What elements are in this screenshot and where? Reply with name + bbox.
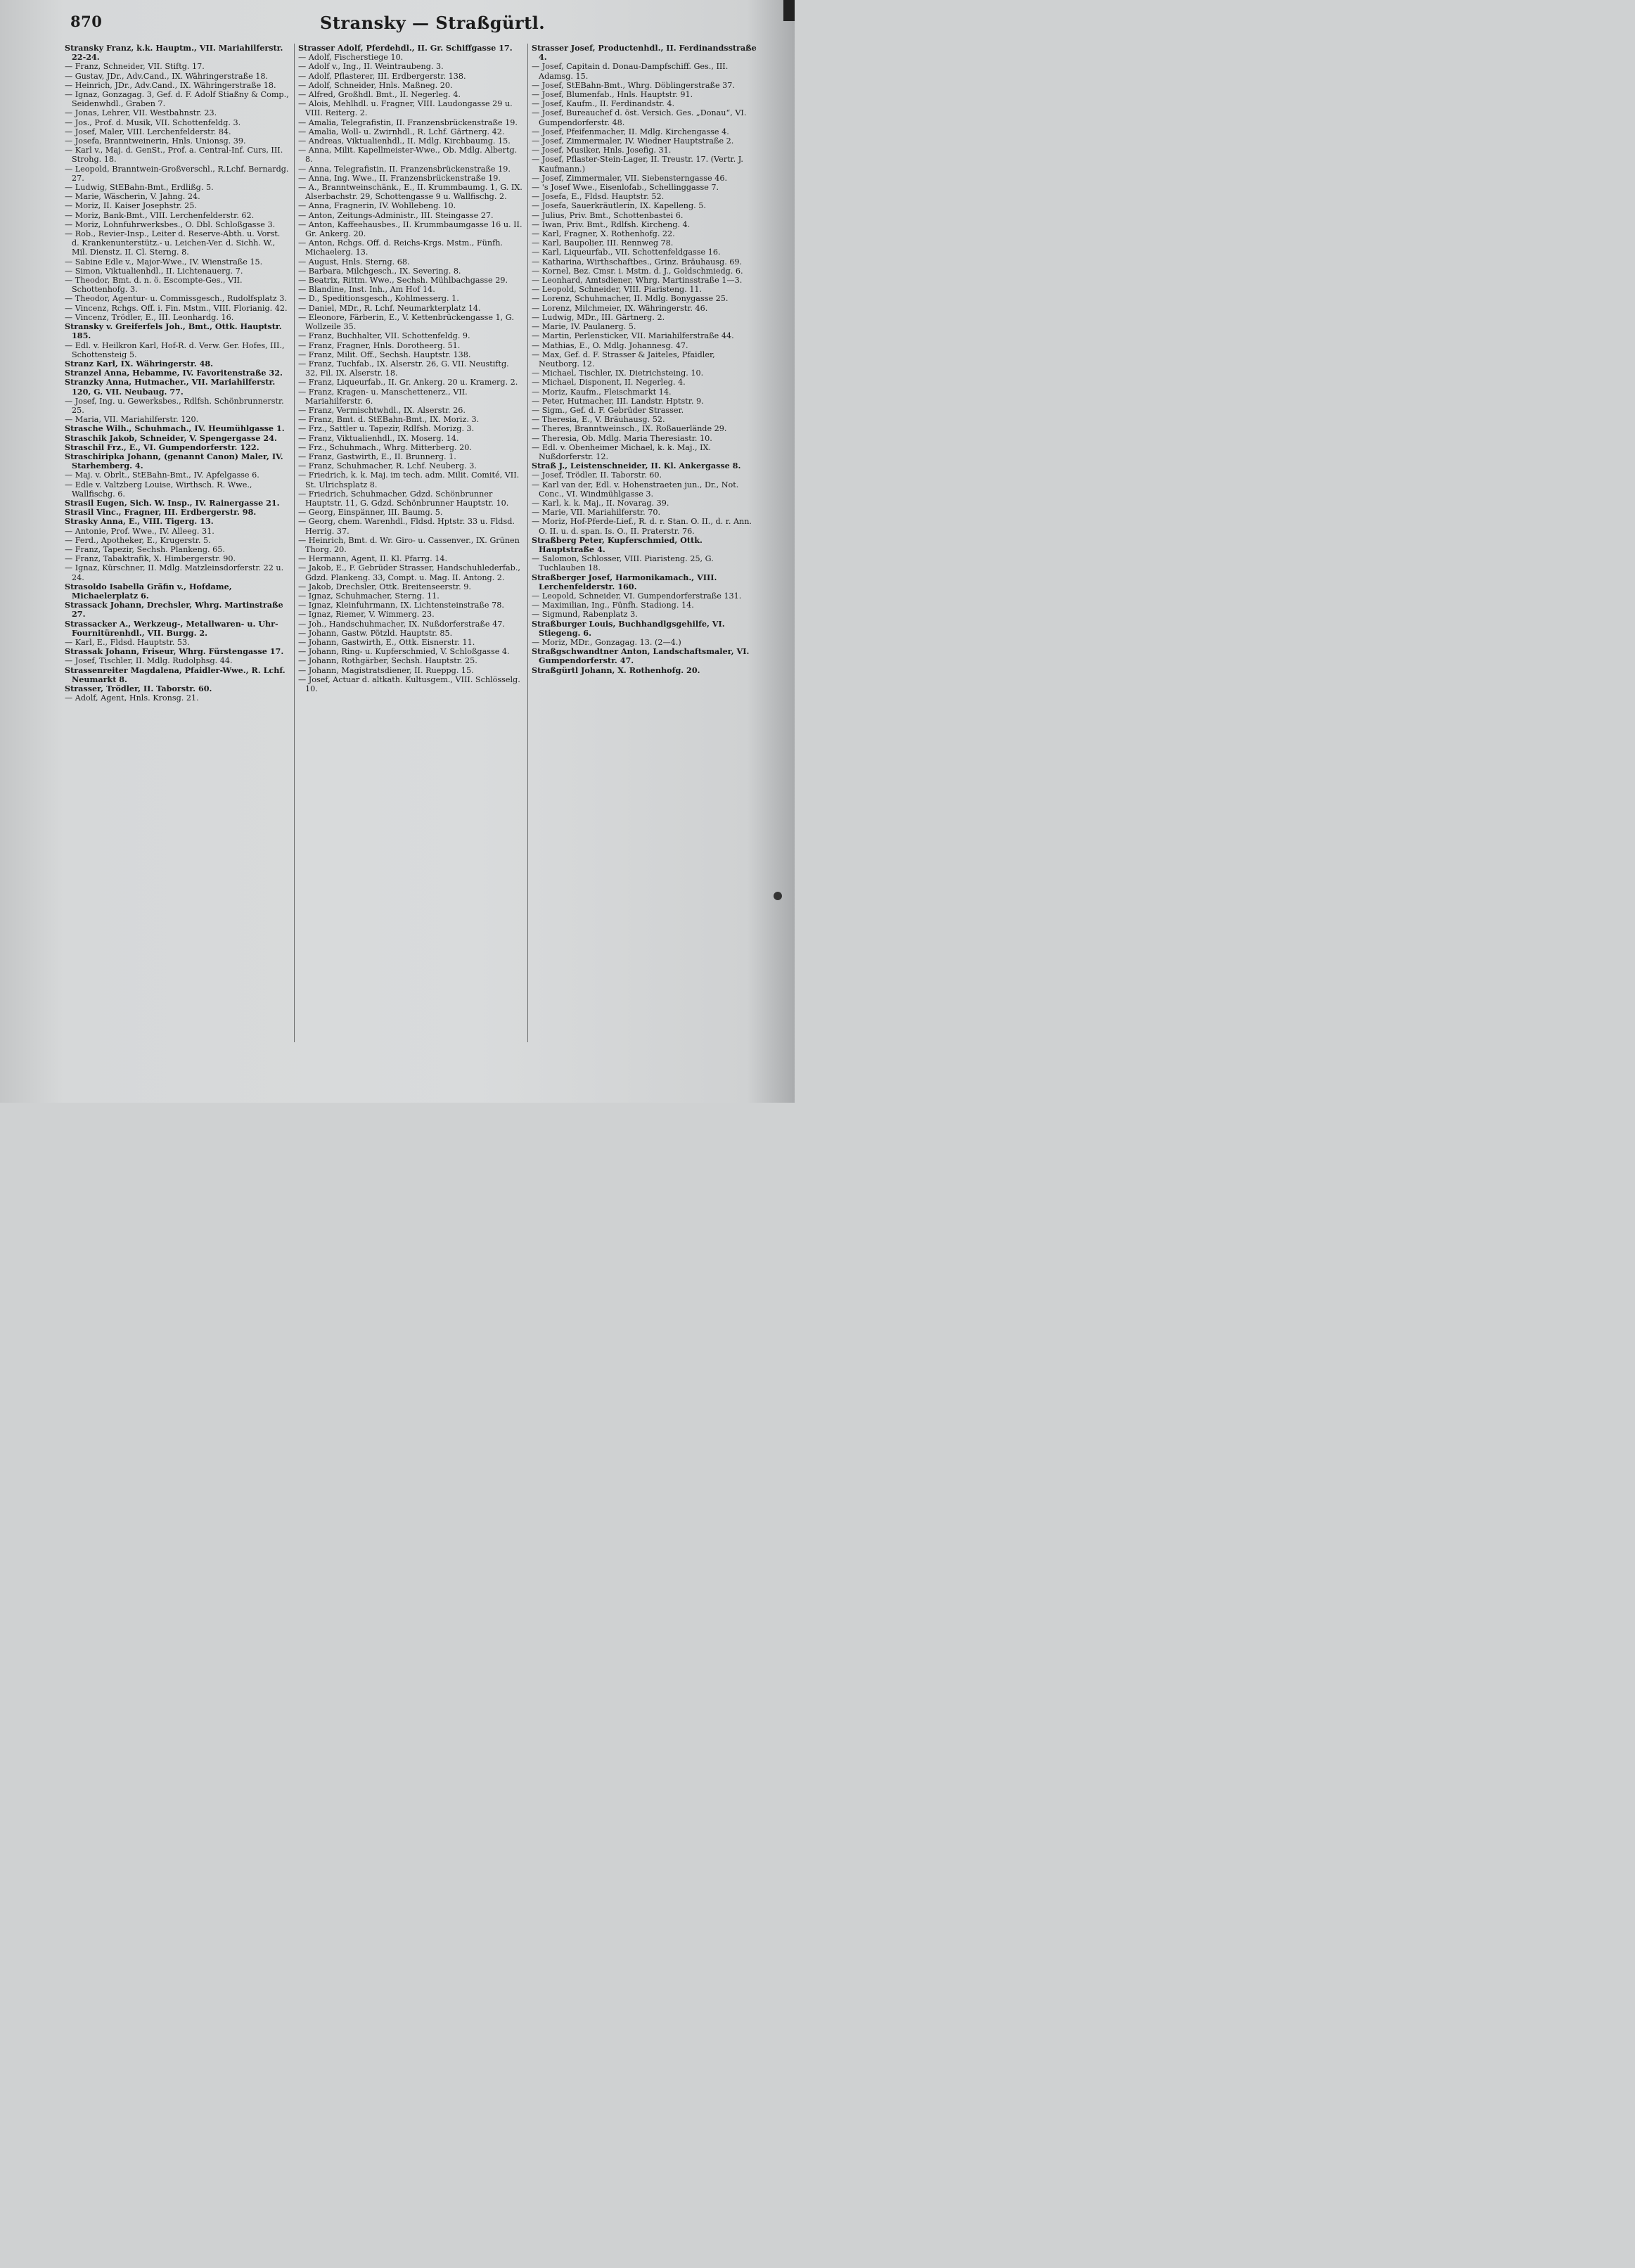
directory-entry: — Leopold, Branntwein-Großverschl., R.Lchf. Bernardg. 27.	[65, 164, 289, 183]
directory-entry: — Peter, Hutmacher, III. Landstr. Hptstr. 9.	[532, 396, 704, 406]
page-header	[0, 13, 795, 41]
directory-entry: — Ignaz, Kleinfuhrmann, IX. Lichtensteinstraße 78.	[298, 601, 504, 610]
directory-entry: — Ignaz, Gonzagag. 3, Gef. d. F. Adolf Stiaßny & Comp., Seidenwhdl., Graben 7.	[65, 90, 289, 109]
directory-entry: — Mathias, E., O. Mdlg. Johannesg. 47.	[532, 340, 688, 350]
directory-entry: — Moriz, Hof-Pferde-Lief., R. d. r. Stan. O. II., d. r. Ann. O. II. u. d. span. Is. O., II. Praterstr. 76.	[532, 517, 752, 536]
directory-entry: — Josef, Ing. u. Gewerksbes., Rdlfsh. Schönbrunnerstr. 25.	[65, 396, 284, 415]
directory-entry: — Anna, Milit. Kapellmeister-Wwe., Ob. Mdlg. Albertg. 8.	[298, 146, 518, 165]
directory-entry-heading: Strasser, Trödler, II. Taborstr. 60.	[65, 684, 212, 694]
directory-entry: — Moriz, II. Kaiser Josephstr. 25.	[65, 201, 197, 211]
directory-entry: — Josefa, Sauerkräutlerin, IX. Kapelleng. 5.	[532, 201, 706, 211]
directory-entry-heading: Straschik Jakob, Schneider, V. Spengergasse 24.	[65, 433, 277, 443]
directory-entry: — Edl. v. Heilkron Karl, Hof-R. d. Verw. Ger. Hofes, III., Schottensteig 5.	[65, 340, 285, 359]
directory-entry: — Josef, StEBahn-Bmt., Whrg. Döblingerstraße 37.	[532, 80, 735, 90]
directory-entry: — August, Hnls. Sterng. 68.	[298, 257, 410, 267]
directory-entry: — Franz, Vermischtwhdl., IX. Alserstr. 26.	[298, 405, 466, 415]
directory-entry: — Gustav, JDr., Adv.Cand., IX. Währingerstraße 18.	[65, 71, 269, 81]
directory-entry: — Georg, chem. Warenhdl., Fldsd. Hptstr. 33 u. Fldsd. Herrig. 37.	[298, 517, 515, 536]
directory-entry: — Franz, Gastwirth, E., II. Brunnerg. 1.	[298, 451, 456, 461]
directory-entry: — Rob., Revier-Insp., Leiter d. Reserve-Abth. u. Vorst. d. Krankenunterstütz.- u. Leichen-Ver. d. Sichh. W., Mil. Dienstz. II. Cl. Sterng. 8.	[65, 229, 281, 257]
directory-entry: — Andreas, Viktualienhdl., II. Mdlg. Kirchbaumg. 15.	[298, 136, 511, 146]
directory-page	[0, 0, 795, 1103]
directory-entry-heading: Stransky Franz, k.k. Hauptm., VII. Mariahilferstr. 22-24.	[65, 44, 283, 63]
directory-entry-heading: Straßberg Peter, Kupferschmied, Ottk. Hauptstraße 4.	[532, 534, 703, 554]
directory-entry: — Maximilian, Ing., Fünfh. Stadiong. 14.	[532, 601, 694, 610]
directory-entry-heading: Straschil Frz., E., VI. Gumpendorferstr. 122.	[65, 442, 259, 452]
directory-entry: — Sigm., Gef. d. F. Gebrüder Strasser.	[532, 405, 684, 415]
directory-entry-heading: Stransky v. Greiferfels Joh., Bmt., Ottk. Hauptstr. 185.	[65, 321, 282, 341]
directory-entry-heading: Straßberger Josef, Harmonikamach., VIII. Lerchenfelderstr. 160.	[532, 572, 717, 591]
directory-entry: — Frz., Schuhmach., Whrg. Mitterberg. 20.	[298, 442, 472, 452]
directory-entry: — Franz, Tabaktrafik, X. Himbergerstr. 90.	[65, 554, 236, 564]
binding-hole	[774, 892, 782, 900]
directory-entry: — Alois, Mehlhdl. u. Fragner, VIII. Laudongasse 29 u. VIII. Reiterg. 2.	[298, 99, 513, 118]
directory-entry: — Lorenz, Milchmeier, IX. Währingerstr. 46.	[532, 303, 708, 313]
directory-entry: — Sabine Edle v., Major-Wwe., IV. Wienstraße 15.	[65, 257, 263, 267]
directory-entry-heading: Stranzel Anna, Hebamme, IV. Favoritenstraße 32.	[65, 368, 283, 378]
directory-entry: — Anton, Kaffeehausbes., II. Krummbaumgasse 16 u. II. Gr. Ankerg. 20.	[298, 219, 522, 239]
directory-entry: — Josef, Zimmermaler, VII. Siebensterngasse 46.	[532, 173, 727, 183]
column-right	[532, 44, 757, 1091]
directory-entry-heading: Stranz Karl, IX. Währingerstr. 48.	[65, 358, 214, 369]
directory-entry-heading: Stranzky Anna, Hutmacher., VII. Mariahilferstr. 120, G. VII. Neubaug. 77.	[65, 377, 276, 397]
directory-entry: — 's Josef Wwe., Eisenlofab., Schellinggasse 7.	[532, 183, 719, 193]
directory-entry: — Julius, Priv. Bmt., Schottenbastei 6.	[532, 210, 684, 220]
directory-entry-heading: Strasoldo Isabella Gräfin v., Hofdame, Michaelerplatz 6.	[65, 581, 232, 601]
directory-entry: — Ignaz, Kürschner, II. Mdlg. Matzleinsdorferstr. 22 u. 24.	[65, 563, 284, 582]
directory-entry-heading: Strasky Anna, E., VIII. Tigerg. 13.	[65, 516, 214, 527]
directory-entry: — Josef, Kaufm., II. Ferdinandstr. 4.	[532, 99, 675, 109]
directory-entry: — Franz, Kragen- u. Manschettenerz., VII. Mariahilferstr. 6.	[298, 387, 468, 406]
directory-entry: — Adolf, Pflasterer, III. Erdbergerstr. 138.	[298, 71, 466, 81]
directory-entry: — A., Branntweinschänk., E., II. Krummbaumg. 1, G. IX. Alserbachstr. 29, Schottengasse 9 u. Wallfischg. 2.	[298, 183, 522, 202]
directory-entry: — Michael, Disponent, II. Negerleg. 4.	[532, 378, 686, 387]
directory-entry: — Salomon, Schlosser, VIII. Piaristeng. 25, G. Tuchlauben 18.	[532, 554, 714, 573]
directory-entry: — Josef, Tischler, II. Mdlg. Rudolphsg. 44.	[65, 656, 233, 666]
directory-entry: — Max, Gef. d. F. Strasser & Jaiteles, Pfaidler, Neutborg. 12.	[532, 350, 715, 369]
directory-entry: — Edl. v. Obenheimer Michael, k. k. Maj., IX. Nußdorferstr. 12.	[532, 442, 712, 461]
column-left	[65, 44, 290, 1091]
directory-entry: — Karl, k. k. Maj., II. Novarag. 39.	[532, 498, 669, 508]
directory-entry: — Blandine, Inst. Inh., Am Hof 14.	[298, 285, 435, 295]
directory-entry: — Ignaz, Riemer, V. Wimmerg. 23.	[298, 610, 435, 620]
directory-entry: — Amalia, Woll- u. Zwirnhdl., R. Lchf. Gärtnerg. 42.	[298, 127, 505, 136]
directory-entry: — Franz, Buchhalter, VII. Schottenfeldg. 9.	[298, 331, 470, 341]
directory-entry: — Iwan, Priv. Bmt., Rdlfsh. Kircheng. 4.	[532, 219, 691, 229]
directory-entry: — Vincenz, Rchgs. Off. i. Fin. Mstm., VIII. Florianig. 42.	[65, 303, 288, 313]
directory-entry-heading: Straßburger Louis, Buchhandlgsgehilfe, VI. Stiegeng. 6.	[532, 618, 725, 638]
directory-entry: — Franz, Tapezir, Sechsh. Plankeng. 65.	[65, 544, 225, 554]
directory-entry-heading: Strasil Vinc., Fragner, III. Erdbergerstr. 98.	[65, 507, 257, 518]
directory-entry: — Heinrich, Bmt. d. Wr. Giro- u. Cassenver., IX. Grünen Thorg. 20.	[298, 535, 520, 554]
directory-entry: — Josef, Pflaster-Stein-Lager, II. Treustr. 17. (Vertr. J. Kaufmann.)	[532, 155, 743, 174]
directory-entry: — Franz, Schuhmacher, R. Lchf. Neuberg. 3.	[298, 461, 477, 471]
directory-entry: — Maj. v. Obrlt., StEBahn-Bmt., IV. Apfelgasse 6.	[65, 470, 259, 480]
directory-entry: — Jakob, E., F. Gebrüder Strasser, Handschuhlederfab., Gdzd. Plankeng. 33, Compt. u. Mag. II. Antong. 2.	[298, 563, 520, 582]
directory-entry-heading: Straß J., Leistenschneider, II. Kl. Ankergasse 8.	[532, 461, 741, 471]
directory-entry: — Josef, Blumenfab., Hnls. Hauptstr. 91.	[532, 90, 693, 100]
directory-entry: — Johann, Magistratsdiener, II. Rueppg. 15.	[298, 665, 474, 675]
directory-entry: — Ludwig, MDr., III. Gärtnerg. 2.	[532, 312, 665, 322]
directory-entry: — Theresia, E., V. Bräuhausg. 52.	[532, 415, 665, 425]
column-middle	[298, 44, 523, 1091]
directory-entry: — Marie, Wäscherin, V. Jahng. 24.	[65, 192, 200, 202]
directory-entry: — Karl van der, Edl. v. Hohenstraeten jun., Dr., Not. Conc., VI. Windmühlgasse 3.	[532, 480, 739, 499]
directory-entry: — Adolf, Agent, Hnls. Kronsg. 21.	[65, 693, 199, 703]
running-title: Stransky — Straßgürtl.	[320, 13, 546, 33]
directory-entry: — Simon, Viktualienhdl., II. Lichtenauerg. 7.	[65, 266, 243, 276]
directory-entry: — Karl v., Maj. d. GenSt., Prof. a. Central-Inf. Curs, III. Strohg. 18.	[65, 146, 283, 165]
directory-entry: — Adolf, Schneider, Hnls. Maßneg. 20.	[298, 80, 453, 90]
directory-entry: — D., Speditionsgesch., Kohlmesserg. 1.	[298, 294, 459, 304]
directory-entry: — Josefa, E., Fldsd. Hauptstr. 52.	[532, 192, 665, 202]
directory-entry-heading: Strasche Wilh., Schuhmach., IV. Heumühlgasse 1.	[65, 423, 285, 434]
directory-entry: — Michael, Tischler, IX. Dietrichsteing. 10.	[532, 369, 704, 378]
directory-entry: — Anton, Zeitungs-Administr., III. Steingasse 27.	[298, 210, 494, 220]
directory-entry: — Jonas, Lehrer, VII. Westbahnstr. 23.	[65, 108, 217, 118]
directory-entry: — Johann, Gastwirth, E., Ottk. Eisnerstr. 11.	[298, 638, 475, 647]
directory-entry: — Moriz, Lohnfuhrwerksbes., O. Dbl. Schloßgasse 3.	[65, 219, 276, 229]
directory-entry: — Maria, VII. Mariahilferstr. 120.	[65, 415, 199, 425]
directory-entry: — Georg, Einspänner, III. Baumg. 5.	[298, 508, 443, 518]
directory-entry: — Theresia, Ob. Mdlg. Maria Theresiastr. 10.	[532, 433, 712, 443]
directory-entry: — Adolf, Fischerstiege 10.	[298, 53, 404, 63]
directory-entry: — Leonhard, Amtsdiener, Whrg. Martinsstraße 1—3.	[532, 276, 743, 286]
directory-entry: — Josef, Maler, VIII. Lerchenfelderstr. 84.	[65, 127, 231, 136]
directory-entry-heading: Strassack Johann, Drechsler, Whrg. Martinstraße 27.	[65, 600, 283, 620]
directory-entry: — Franz, Milit. Off., Sechsh. Hauptstr. 138.	[298, 350, 471, 359]
directory-entry: — Ludwig, StEBahn-Bmt., Erdlißg. 5.	[65, 183, 214, 193]
directory-entry: — Anton, Rchgs. Off. d. Reichs-Krgs. Mstm., Fünfh. Michaelerg. 13.	[298, 238, 503, 257]
directory-entry: — Vincenz, Trödler, E., III. Leonhardg. 16.	[65, 312, 234, 322]
directory-entry: — Josef, Actuar d. altkath. Kultusgem., VIII. Schlösselg. 10.	[298, 674, 520, 694]
directory-entry: — Anna, Telegrafistin, II. Franzensbrückenstraße 19.	[298, 164, 511, 174]
directory-entry: — Franz, Fragner, Hnls. Dorotheerg. 51.	[298, 340, 461, 350]
directory-entry: — Karl, Liqueurfab., VII. Schottenfeldgasse 16.	[532, 248, 721, 257]
column-rule-left	[294, 44, 295, 1042]
directory-entry: — Karl, Fragner, X. Rothenhofg. 22.	[532, 229, 675, 239]
directory-entry: — Karl, E., Fldsd. Hauptstr. 53.	[65, 638, 190, 647]
directory-entry: — Marie, IV. Paulanerg. 5.	[532, 322, 636, 332]
directory-entry: — Josef, Capitain d. Donau-Dampfschiff. Ges., III. Adamsg. 15.	[532, 62, 729, 81]
directory-entry: — Katharina, Wirthschaftbes., Grinz. Bräuhausg. 69.	[532, 257, 743, 267]
directory-entry: — Alfred, Großhdl. Bmt., II. Negerleg. 4.	[298, 90, 461, 100]
directory-entry: — Lorenz, Schuhmacher, II. Mdlg. Bonygasse 25.	[532, 294, 729, 304]
directory-entry: — Johann, Ring- u. Kupferschmied, V. Schloßgasse 4.	[298, 647, 510, 657]
directory-entry: — Josef, Zimmermaler, IV. Wiedner Hauptstraße 2.	[532, 136, 734, 146]
directory-entry: — Antonie, Prof. Wwe., IV. Alleeg. 31.	[65, 526, 214, 536]
page-number: 870	[70, 13, 103, 30]
column-rule-right	[527, 44, 528, 1042]
directory-entry: — Josef, Trödler, II. Taborstr. 60.	[532, 470, 662, 480]
directory-entry-heading: Strassenreiter Magdalena, Pfaidler-Wwe., R. Lchf. Neumarkt 8.	[65, 665, 286, 684]
directory-entry-heading: Straßgürtl Johann, X. Rothenhofg. 20.	[532, 665, 700, 675]
directory-entry-heading: Strassak Johann, Friseur, Whrg. Fürstengasse 17.	[65, 646, 284, 657]
directory-entry-heading: Straßgschwandtner Anton, Landschaftsmaler, VI. Gumpendorferstr. 47.	[532, 646, 750, 666]
directory-entry: — Josef, Bureauchef d. öst. Versich. Ges. „Donau“, VI. Gumpendorferstr. 48.	[532, 108, 747, 127]
directory-entry: — Josef, Pfeifenmacher, II. Mdlg. Kirchengasse 4.	[532, 127, 729, 136]
directory-entry-heading: Strassacker A., Werkzeug-, Metallwaren- u. Uhr-Fournitürenhdl., VII. Burgg. 2.	[65, 618, 278, 638]
directory-entry: — Leopold, Schneider, VI. Gumpendorferstraße 131.	[532, 591, 742, 601]
directory-entry: — Johann, Gastw. Pötzld. Hauptstr. 85.	[298, 628, 453, 638]
directory-entry: — Adolf v., Ing., II. Weintraubeng. 3.	[298, 62, 444, 72]
directory-entry: — Josef, Musiker, Hnls. Josefig. 31.	[532, 146, 672, 155]
directory-entry-heading: Straschiripka Johann, (genannt Canon) Maler, IV. Starhemberg. 4.	[65, 451, 283, 471]
directory-entry: — Anna, Ing. Wwe., II. Franzensbrückenstraße 19.	[298, 173, 501, 183]
directory-entry: — Leopold, Schneider, VIII. Piaristeng. 11.	[532, 285, 703, 295]
directory-entry: — Moriz, Kaufm., Fleischmarkt 14.	[532, 387, 672, 397]
directory-entry: — Heinrich, JDr., Adv.Cand., IX. Währingerstraße 18.	[65, 80, 276, 90]
directory-entry: — Jos., Prof. d. Musik, VII. Schottenfeldg. 3.	[65, 117, 241, 127]
directory-entry: — Amalia, Telegrafistin, II. Franzensbrückenstraße 19.	[298, 117, 518, 127]
directory-entry: — Hermann, Agent, II. Kl. Pfarrg. 14.	[298, 554, 448, 564]
directory-entry: — Johann, Rothgärber, Sechsh. Hauptstr. 25.	[298, 656, 477, 666]
directory-entry: — Theodor, Bmt. d. n. ö. Escompte-Ges., VII. Schottenhofg. 3.	[65, 276, 243, 295]
directory-entry: — Karl, Baupolier, III. Rennweg 78.	[532, 238, 674, 248]
directory-entry: — Daniel, MDr., R. Lchf. Neumarkterplatz 14.	[298, 303, 481, 313]
directory-entry: — Martin, Perlensticker, VII. Mariahilferstraße 44.	[532, 331, 734, 341]
directory-entry: — Moriz, MDr., Gonzagag. 13. (2—4.)	[532, 638, 681, 647]
directory-entry: — Ferd., Apotheker, E., Krugerstr. 5.	[65, 535, 211, 545]
directory-entry: — Marie, VII. Mariahilferstr. 70.	[532, 508, 661, 518]
directory-entry: — Franz, Bmt. d. StEBahn-Bmt., IX. Moriz. 3.	[298, 415, 480, 425]
directory-entry-heading: Strasil Eugen, Sich. W. Insp., IV. Rainergasse 21.	[65, 497, 280, 508]
directory-entry: — Anna, Fragnerin, IV. Wohllebeng. 10.	[298, 201, 456, 211]
directory-entry: — Joh., Handschuhmacher, IX. Nußdorferstraße 47.	[298, 619, 505, 629]
directory-entry: — Franz, Liqueurfab., II. Gr. Ankerg. 20 u. Kramerg. 2.	[298, 378, 518, 387]
directory-entry: — Barbara, Milchgesch., IX. Severing. 8.	[298, 266, 461, 276]
directory-entry: — Edle v. Valtzberg Louise, Wirthsch. R. Wwe., Wallfischg. 6.	[65, 480, 252, 499]
directory-entry: — Moriz, Bank-Bmt., VIII. Lerchenfelderstr. 62.	[65, 210, 255, 220]
directory-entry-heading: Strasser Josef, Productenhdl., II. Ferdinandsstraße 4.	[532, 44, 757, 63]
directory-entry: — Theodor, Agentur- u. Commissgesch., Rudolfsplatz 3.	[65, 294, 287, 304]
directory-entry: — Friedrich, Schuhmacher, Gdzd. Schönbrunner Hauptstr. 11, G. Gdzd. Schönbrunner Hauptstr. 10.	[298, 489, 509, 508]
directory-entry: — Eleonore, Färberin, E., V. Kettenbrückengasse 1, G. Wollzeile 35.	[298, 312, 514, 332]
directory-entry: — Ignaz, Schuhmacher, Sterng. 11.	[298, 591, 440, 601]
directory-entry: — Josefa, Branntweinerin, Hnls. Unionsg. 39.	[65, 136, 246, 146]
directory-entry: — Frz., Sattler u. Tapezir, Rdlfsh. Morizg. 3.	[298, 424, 475, 434]
directory-entry: — Kornel, Bez. Cmsr. i. Mstm. d. J., Goldschmiedg. 6.	[532, 266, 743, 276]
directory-entry: — Friedrich, k. k. Maj. im tech. adm. Milit. Comité, VII. St. Ulrichsplatz 8.	[298, 470, 520, 489]
directory-entry: — Jakob, Drechsler, Ottk. Breitenseerstr. 9.	[298, 582, 471, 591]
directory-entry-heading: Strasser Adolf, Pferdehdl., II. Gr. Schiffgasse 17.	[298, 44, 513, 53]
directory-entry: — Franz, Viktualienhdl., IX. Moserg. 14.	[298, 433, 459, 443]
directory-entry: — Sigmund, Rabenplatz 3.	[532, 610, 638, 620]
directory-entry: — Franz, Tuchfab., IX. Alserstr. 26, G. VII. Neustiftg. 32, Fil. IX. Alserstr. 18.	[298, 359, 509, 378]
directory-entry: — Beatrix, Rittm. Wwe., Sechsh. Mühlbachgasse 29.	[298, 276, 508, 286]
directory-entry: — Franz, Schneider, VII. Stiftg. 17.	[65, 62, 205, 72]
directory-entry: — Theres, Branntweinsch., IX. Roßauerlände 29.	[532, 424, 727, 434]
